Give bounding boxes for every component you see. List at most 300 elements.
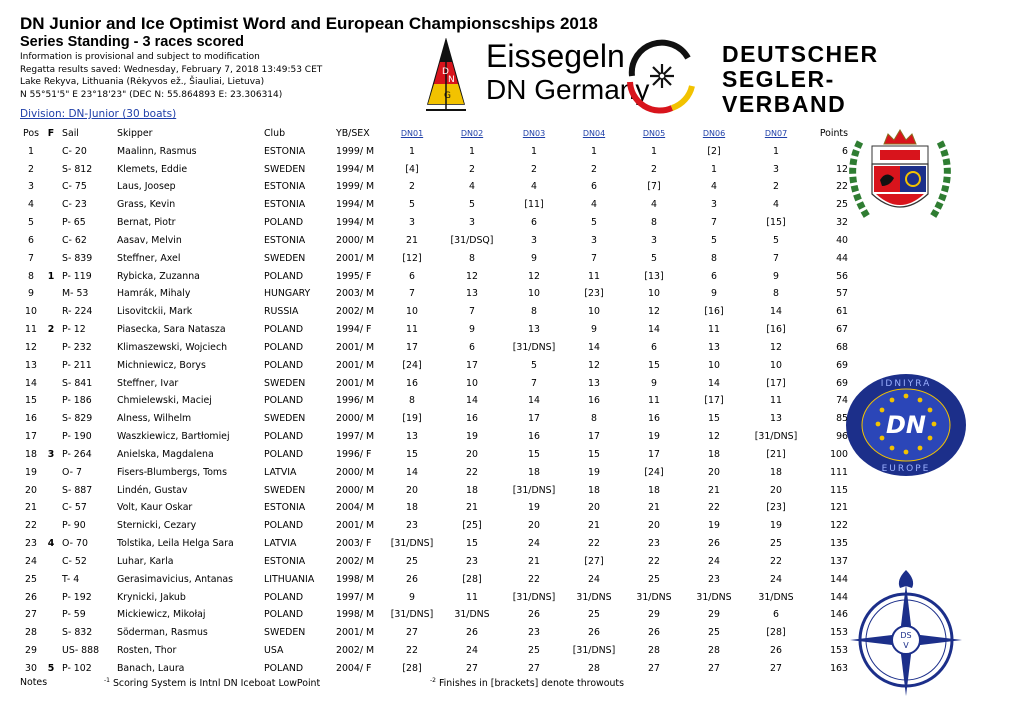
cell-points: 74: [836, 395, 848, 407]
cell-race-result: 24: [708, 555, 720, 567]
cell-pos: 13: [25, 359, 37, 371]
cell-skipper: Sternicki, Cezary: [117, 520, 197, 532]
cell-race-result: 4: [591, 199, 597, 211]
cell-race-result: 31/DNS: [696, 591, 732, 603]
cell-yb-sex: 2000/ M: [336, 413, 375, 425]
cell-race-result: 21: [406, 234, 418, 246]
cell-pos: 16: [25, 413, 37, 425]
sail-letter-n: N: [448, 75, 455, 85]
cell-sail: P- 264: [62, 448, 92, 460]
cell-race-result: 6: [409, 270, 415, 282]
cell-club: POLAND: [264, 520, 304, 532]
cell-skipper: Aasav, Melvin: [117, 234, 182, 246]
dn-germany-sail-logo: [418, 38, 474, 114]
dn-badge-text: DN: [885, 411, 927, 439]
cell-race-result: 31/DNS: [576, 591, 612, 603]
table-row: [20, 624, 850, 642]
cell-skipper: Lisovitckii, Mark: [117, 306, 193, 318]
cell-yb-sex: 1994/ M: [336, 163, 375, 175]
cell-race-result: 2: [651, 163, 657, 175]
cell-points: 61: [836, 306, 848, 318]
cell-race-result: 11: [588, 270, 600, 282]
cell-club: POLAND: [264, 395, 304, 407]
cell-points: 32: [836, 217, 848, 229]
cell-race-result: 13: [770, 413, 782, 425]
idniyra-europe-logo: [844, 372, 968, 478]
cell-pos: 5: [28, 217, 34, 229]
cell-club: POLAND: [264, 591, 304, 603]
cell-club: POLAND: [264, 609, 304, 621]
sail-letter-g: G: [444, 91, 451, 101]
cell-race-result: 17: [528, 413, 540, 425]
cell-yb-sex: 2002/ M: [336, 555, 375, 567]
cell-race-result: 12: [466, 270, 478, 282]
cell-yb-sex: 2001/ M: [336, 252, 375, 264]
cell-yb-sex: 1994/ M: [336, 199, 375, 211]
table-row: [20, 303, 850, 321]
cell-club: POLAND: [264, 431, 304, 443]
cell-sail: C- 57: [62, 502, 87, 514]
cell-race-result: 21: [648, 502, 660, 514]
cell-yb-sex: 1996/ M: [336, 395, 375, 407]
cell-race-result: 15: [406, 448, 418, 460]
cell-race-result: 20: [770, 484, 782, 496]
header-points: Points: [819, 128, 848, 139]
table-row: [20, 178, 850, 196]
cell-pos: 28: [25, 627, 37, 639]
cell-race-result: 25: [770, 538, 782, 550]
cell-race-result: 3: [469, 217, 475, 229]
table-row: [20, 428, 850, 446]
cell-race-result: 2: [531, 163, 537, 175]
cell-club: ESTONIA: [264, 181, 306, 193]
cell-sail: R- 224: [62, 306, 93, 318]
cell-race-result: 7: [531, 377, 537, 389]
cell-race-result: 13: [466, 288, 478, 300]
cell-skipper: Steffner, Axel: [117, 252, 181, 264]
cell-race-result: [28]: [462, 573, 482, 585]
cell-race-result: 28: [588, 662, 600, 674]
dsv-line: DEUTSCHER: [722, 41, 879, 67]
cell-points: 153: [830, 645, 848, 657]
table-row: [20, 143, 850, 161]
cell-race-result: 24: [528, 538, 540, 550]
cell-yb-sex: 1994/ F: [336, 324, 372, 336]
cell-pos: 9: [28, 288, 34, 300]
cell-points: 144: [830, 573, 848, 585]
cell-race-result: 16: [466, 413, 478, 425]
cell-race-result: 5: [531, 359, 537, 371]
cell-race-result: 22: [588, 538, 600, 550]
cell-race-result: 24: [770, 573, 782, 585]
table-row: [20, 392, 850, 410]
cell-race-result: 21: [466, 502, 478, 514]
cell-points: 68: [836, 341, 848, 353]
cell-race-result: 6: [651, 341, 657, 353]
table-row: [20, 660, 850, 678]
cell-race-result: 8: [409, 395, 415, 407]
table-row: [20, 285, 850, 303]
cell-race-result: [28]: [402, 662, 422, 674]
cell-sail: S- 841: [62, 377, 93, 389]
cell-sail: O- 7: [62, 466, 82, 478]
table-row: [20, 553, 850, 571]
cell-race-result: [27]: [584, 555, 604, 567]
cell-race-result: 14: [528, 395, 540, 407]
table-row: [20, 464, 850, 482]
cell-yb-sex: 1994/ M: [336, 217, 375, 229]
header-sail: Sail: [62, 128, 79, 139]
cell-race-result: 2: [469, 163, 475, 175]
cell-race-result: [24]: [644, 466, 664, 478]
cell-skipper: Steffner, Ivar: [117, 377, 179, 389]
cell-race-result: [11]: [524, 199, 544, 211]
cell-race-result: 7: [469, 306, 475, 318]
note-mark: -1: [104, 677, 110, 684]
cell-sail: S- 812: [62, 163, 93, 175]
cell-club: POLAND: [264, 217, 304, 229]
cell-race-result: 18: [708, 448, 720, 460]
cell-yb-sex: 1997/ M: [336, 431, 375, 443]
cell-skipper: Krynicki, Jakub: [117, 591, 186, 603]
page-title: DN Junior and Ice Optimist Word and European Championscships 2018: [20, 14, 598, 33]
cell-skipper: Laus, Joosep: [117, 181, 176, 193]
cell-points: 121: [830, 502, 848, 514]
cell-race-result: [25]: [462, 520, 482, 532]
cell-yb-sex: 2001/ M: [336, 359, 375, 371]
cell-points: 25: [836, 199, 848, 211]
cell-points: 135: [830, 538, 848, 550]
cell-yb-sex: 1996/ F: [336, 448, 372, 460]
cell-race-result: 25: [406, 555, 418, 567]
cell-yb-sex: 2003/ M: [336, 288, 375, 300]
cell-club: SWEDEN: [264, 413, 306, 425]
table-row: [20, 410, 850, 428]
cell-race-result: 2: [773, 181, 779, 193]
cell-sail: US- 888: [62, 645, 100, 657]
cell-race-result: 3: [531, 234, 537, 246]
cell-skipper: Klimaszewski, Wojciech: [117, 341, 228, 353]
cell-pos: 25: [25, 573, 37, 585]
cell-race-result: 9: [651, 377, 657, 389]
cell-race-result: 2: [409, 181, 415, 193]
header-race-link[interactable]: DN02: [460, 129, 484, 138]
cell-race-result: 26: [466, 627, 478, 639]
cell-yb-sex: 1995/ F: [336, 270, 372, 282]
table-row: [20, 606, 850, 624]
cell-race-result: 1: [591, 145, 597, 157]
cell-race-result: 20: [406, 484, 418, 496]
cell-yb-sex: 2000/ M: [336, 234, 375, 246]
cell-points: 153: [830, 627, 848, 639]
cell-yb-sex: 2000/ M: [336, 466, 375, 478]
cell-race-result: [31/DNS]: [512, 484, 556, 496]
cell-skipper: Rybicka, Zuzanna: [117, 270, 200, 282]
eissegeln-text: Eissegeln: [486, 38, 625, 74]
cell-points: 100: [830, 448, 848, 460]
cell-club: RUSSIA: [264, 306, 299, 318]
table-row: [20, 642, 850, 660]
cell-skipper: Gerasimavicius, Antanas: [117, 573, 234, 585]
cell-points: 22: [836, 181, 848, 193]
cell-race-result: 13: [528, 324, 540, 336]
cell-yb-sex: 2004/ F: [336, 662, 372, 674]
cell-points: 56: [836, 270, 848, 282]
cell-points: 111: [830, 466, 848, 478]
cell-race-result: 15: [708, 413, 720, 425]
cell-race-result: 9: [469, 324, 475, 336]
cell-race-result: 9: [711, 288, 717, 300]
cell-skipper: Chmielewski, Maciej: [117, 395, 212, 407]
cell-pos: 18: [25, 448, 37, 460]
cell-pos: 12: [25, 341, 37, 353]
cell-skipper: Söderman, Rasmus: [117, 627, 208, 639]
cell-skipper: Alness, Wilhelm: [117, 413, 192, 425]
cell-race-result: 1: [409, 145, 415, 157]
cell-skipper: Volt, Kaur Oskar: [117, 502, 193, 514]
cell-club: LATVIA: [264, 538, 297, 550]
cell-club: SWEDEN: [264, 484, 306, 496]
cell-race-result: 7: [409, 288, 415, 300]
header-race-link[interactable]: DN07: [764, 129, 788, 138]
cell-yb-sex: 2002/ M: [336, 645, 375, 657]
cell-race-result: 3: [651, 234, 657, 246]
cell-race-result: 14: [466, 395, 478, 407]
note-scoring: [104, 677, 320, 689]
cell-points: 6: [842, 145, 848, 157]
cell-sail: P- 186: [62, 395, 92, 407]
cell-race-result: 6: [773, 609, 779, 621]
cell-race-result: 23: [648, 538, 660, 550]
cell-pos: 22: [25, 520, 37, 532]
cell-skipper: Tolstika, Leila Helga Sara: [117, 538, 234, 550]
cell-race-result: 21: [528, 555, 540, 567]
cell-race-result: [31/DSQ]: [450, 234, 494, 246]
cell-race-result: [16]: [766, 324, 786, 336]
dsv-line: SEGLER-: [722, 66, 835, 92]
cell-race-result: 25: [648, 573, 660, 585]
cell-sail: S- 839: [62, 252, 93, 264]
cell-yb-sex: 2001/ M: [336, 341, 375, 353]
cell-race-result: 22: [708, 502, 720, 514]
cell-race-result: [23]: [766, 502, 786, 514]
cell-sail: P- 119: [62, 270, 92, 282]
siauliai-crest-icon: [838, 122, 962, 232]
cell-race-result: 26: [406, 573, 418, 585]
dsv-logo-text: [722, 42, 879, 117]
cell-race-result: 18: [466, 484, 478, 496]
cell-club: POLAND: [264, 341, 304, 353]
cell-race-result: 12: [588, 359, 600, 371]
cell-race-result: 12: [708, 431, 720, 443]
dn-germany-text: DN Germany: [486, 74, 650, 105]
cell-sail: S- 887: [62, 484, 93, 496]
cell-race-result: [31/DNS]: [512, 591, 556, 603]
cell-race-result: 7: [591, 252, 597, 264]
cell-race-result: 8: [711, 252, 717, 264]
table-row: [20, 161, 850, 179]
cell-race-result: 4: [773, 199, 779, 211]
cell-yb-sex: 1999/ M: [336, 181, 375, 193]
cell-race-result: 9: [773, 270, 779, 282]
cell-skipper: Michniewicz, Borys: [117, 359, 206, 371]
cell-race-result: 18: [406, 502, 418, 514]
table-row: [20, 482, 850, 500]
note-throwouts: [430, 677, 624, 689]
cell-race-result: [31/DNS]: [390, 538, 434, 550]
cell-club: SWEDEN: [264, 252, 306, 264]
cell-club: LITHUANIA: [264, 573, 315, 585]
cell-race-result: 13: [588, 377, 600, 389]
cell-race-result: 11: [708, 324, 720, 336]
cell-race-result: 31/DNS: [454, 609, 490, 621]
cell-race-result: [17]: [766, 377, 786, 389]
cell-race-result: 1: [773, 145, 779, 157]
cell-yb-sex: 1998/ M: [336, 573, 375, 585]
cell-race-result: 22: [466, 466, 478, 478]
cell-female-rank: 2: [47, 324, 55, 336]
table-row: [20, 535, 850, 553]
cell-sail: P- 59: [62, 609, 86, 621]
cell-sail: C- 23: [62, 199, 87, 211]
cell-race-result: 5: [773, 234, 779, 246]
cell-race-result: 8: [469, 252, 475, 264]
table-row: [20, 214, 850, 232]
header-race-link[interactable]: DN06: [702, 129, 726, 138]
cell-skipper: Maalinn, Rasmus: [117, 145, 197, 157]
table-row: [20, 321, 850, 339]
header-race-link[interactable]: DN05: [642, 129, 666, 138]
cell-points: 57: [836, 288, 848, 300]
cell-race-result: [31/DNS]: [572, 645, 616, 657]
header-race-link[interactable]: DN04: [582, 129, 606, 138]
cell-pos: 20: [25, 484, 37, 496]
cell-yb-sex: 2001/ M: [336, 520, 375, 532]
cell-race-result: 21: [588, 520, 600, 532]
cell-race-result: 22: [648, 555, 660, 567]
cell-points: 115: [830, 484, 848, 496]
cell-pos: 1: [28, 145, 34, 157]
cell-race-result: 9: [409, 591, 415, 603]
cell-race-result: 4: [531, 181, 537, 193]
cell-race-result: 16: [648, 413, 660, 425]
cell-race-result: 26: [708, 538, 720, 550]
cell-club: LATVIA: [264, 466, 297, 478]
cell-pos: 14: [25, 377, 37, 389]
cell-race-result: [17]: [704, 395, 724, 407]
cell-pos: 21: [25, 502, 37, 514]
cell-sail: S- 832: [62, 627, 93, 639]
cell-female-rank: 4: [47, 538, 55, 550]
cell-sail: P- 12: [62, 324, 86, 336]
cell-pos: 7: [28, 252, 34, 264]
cell-race-result: [21]: [766, 448, 786, 460]
cell-race-result: 26: [770, 645, 782, 657]
cell-skipper: Luhar, Karla: [117, 555, 174, 567]
header-pos: Pos: [23, 128, 39, 139]
cell-race-result: 16: [528, 431, 540, 443]
cell-race-result: 8: [773, 288, 779, 300]
table-row: [20, 446, 850, 464]
cell-sail: C- 75: [62, 181, 87, 193]
cell-pos: 23: [25, 538, 37, 550]
header-f: F: [47, 128, 55, 139]
cell-race-result: 1: [469, 145, 475, 157]
cell-race-result: 20: [588, 502, 600, 514]
dsv-line: VERBAND: [722, 91, 847, 117]
cell-pos: 19: [25, 466, 37, 478]
cell-race-result: 17: [588, 431, 600, 443]
cell-race-result: 27: [466, 662, 478, 674]
cell-race-result: 25: [528, 645, 540, 657]
cell-race-result: 15: [648, 359, 660, 371]
cell-race-result: 19: [648, 431, 660, 443]
table-row: [20, 589, 850, 607]
cell-race-result: 16: [588, 395, 600, 407]
cell-yb-sex: 2002/ M: [336, 306, 375, 318]
cell-club: SWEDEN: [264, 377, 306, 389]
cell-skipper: Grass, Kevin: [117, 199, 176, 211]
cell-skipper: Hamrák, Mihaly: [117, 288, 191, 300]
cell-race-result: [28]: [766, 627, 786, 639]
cell-race-result: 23: [406, 520, 418, 532]
page-subtitle: Series Standing - 3 races scored: [20, 34, 245, 50]
info-line: N 55°51'5" E 23°18'23" (DEC N: 55.864893 E: 23.306314): [20, 89, 283, 100]
cell-club: ESTONIA: [264, 502, 306, 514]
cell-race-result: 1: [711, 163, 717, 175]
cell-pos: 26: [25, 591, 37, 603]
cell-race-result: [23]: [584, 288, 604, 300]
cell-race-result: 28: [648, 645, 660, 657]
cell-race-result: 12: [528, 270, 540, 282]
cell-sail: P- 90: [62, 520, 86, 532]
cell-race-result: 10: [770, 359, 782, 371]
cell-race-result: 5: [469, 199, 475, 211]
table-header-row: [20, 125, 850, 143]
cell-race-result: [16]: [704, 306, 724, 318]
header-skipper: Skipper: [117, 128, 153, 139]
cell-race-result: 13: [708, 341, 720, 353]
division-link[interactable]: Division: DN-Junior (30 boats): [20, 108, 177, 120]
cell-race-result: 4: [651, 199, 657, 211]
cell-skipper: Rosten, Thor: [117, 645, 177, 657]
header-race-link[interactable]: DN01: [400, 129, 424, 138]
cell-female-rank: 3: [47, 448, 55, 460]
cell-race-result: 6: [531, 217, 537, 229]
cell-yb-sex: 2000/ M: [336, 484, 375, 496]
cell-race-result: 10: [466, 377, 478, 389]
cell-race-result: 27: [770, 662, 782, 674]
europe-text: EUROPE: [881, 464, 931, 474]
cell-race-result: 25: [588, 609, 600, 621]
cell-race-result: 19: [588, 466, 600, 478]
cell-race-result: 22: [528, 573, 540, 585]
table-row: [20, 196, 850, 214]
cell-race-result: 20: [466, 448, 478, 460]
table-row: [20, 375, 850, 393]
cell-race-result: 22: [406, 645, 418, 657]
cell-yb-sex: 1997/ M: [336, 591, 375, 603]
cell-club: POLAND: [264, 448, 304, 460]
cell-sail: P- 211: [62, 359, 92, 371]
cell-race-result: 1: [651, 145, 657, 157]
note-mark: -2: [430, 677, 436, 684]
cell-race-result: 15: [588, 448, 600, 460]
cell-race-result: 14: [648, 324, 660, 336]
header-race-link[interactable]: DN03: [522, 129, 546, 138]
cell-sail: C- 20: [62, 145, 87, 157]
cell-race-result: 23: [708, 573, 720, 585]
